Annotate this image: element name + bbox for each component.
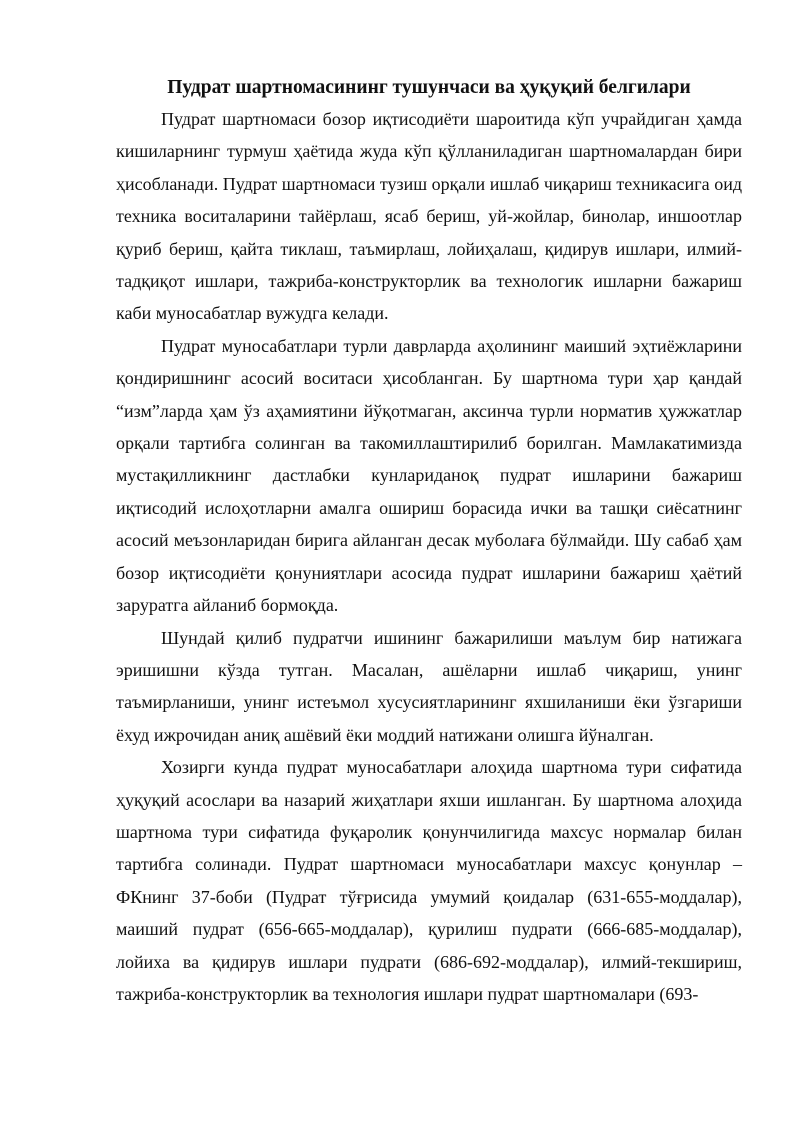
paragraph-3: Шундай қилиб пудратчи ишининг бажарилиши маълум бир натижага эришишни кўзда тутган. Масалан, ашёларни ишлаб чиқариш, унинг таъмирланиши, унинг истеъмол хусусиятларининг яхшиланиши ёки ўзгариши ёхуд ижрочидан аниқ ашёвий ёки моддий натижани олишга йўналган. xyxy=(116,627,742,745)
paragraph-4: Хозирги кунда пудрат муносабатлари алоҳида шартнома тури сифатида ҳуқуқий асослари ва назарий жиҳатлари яхши ишланган. Бу шартнома алоҳида шартнома тури сифатида фуқаролик қонунчилигида махсус нормалар билан тартибга солинади. Пудрат шартномаси муносабатлари махсус қонунлар – ФКнинг 37-боби (Пудрат тўғрисида умумий қоидалар (631-655-моддалар), маиший пудрат (656-665-моддалар), қурилиш пудрати (666-685-моддалар), лойиха ва қидирув ишлари пудрати (686-692-моддалар), илмий-текшириш, тажриба-конструкторлик ва технология ишлари пудрат шартномалари (693- xyxy=(116,757,742,1004)
paragraph-2: Пудрат муносабатлари турли даврларда аҳолининг маиший эҳтиёжларини қондиришнинг асосий воситаси ҳисобланган. Бу шартнома тури ҳар қандай “изм”ларда ҳам ўз аҳамиятини йўқотмаган, аксинча турли норматив ҳужжатлар орқали тартибга солинган ва такомиллаштирилиб борилган. Мамлакатимизда мустақилликнинг дастлабки кунлариданоқ пудрат ишларини бажариш иқтисодий ислоҳотларни амалга ошириш борасида ички ва ташқи сиёсатнинг асосий меъзонларидан бирига айланган десак муболаға бўлмайди. Шу сабаб ҳам бозор иқтисодиёти қонуниятлари асосида пудрат ишларини бажариш ҳаётий заруратга айланиб бормоқда. xyxy=(116,335,742,616)
document-title: Пудрат шартномасининг тушунчаси ва ҳуқуқий белгилари xyxy=(167,77,691,98)
paragraph-1: Пудрат шартномаси бозор иқтисодиёти шароитида кўп учрайдиган ҳамда кишиларнинг турмуш ҳаётида жуда кўп қўлланиладиган шартномалардан бири ҳисобланади. Пудрат шартномаси тузиш орқали ишлаб чиқариш техникасига оид техника воситаларини тайёрлаш, ясаб бериш, уй-жойлар, бинолар, иншоотлар қуриб бериш, қайта тиклаш, таъмирлаш, лойиҳалаш, қидирув ишлари, илмий-тадқиқот ишлари, тажриба-конструкторлик ва технологик ишларни бажариш каби муносабатлар вужудга келади. xyxy=(116,109,742,324)
document-page xyxy=(116,74,742,1010)
